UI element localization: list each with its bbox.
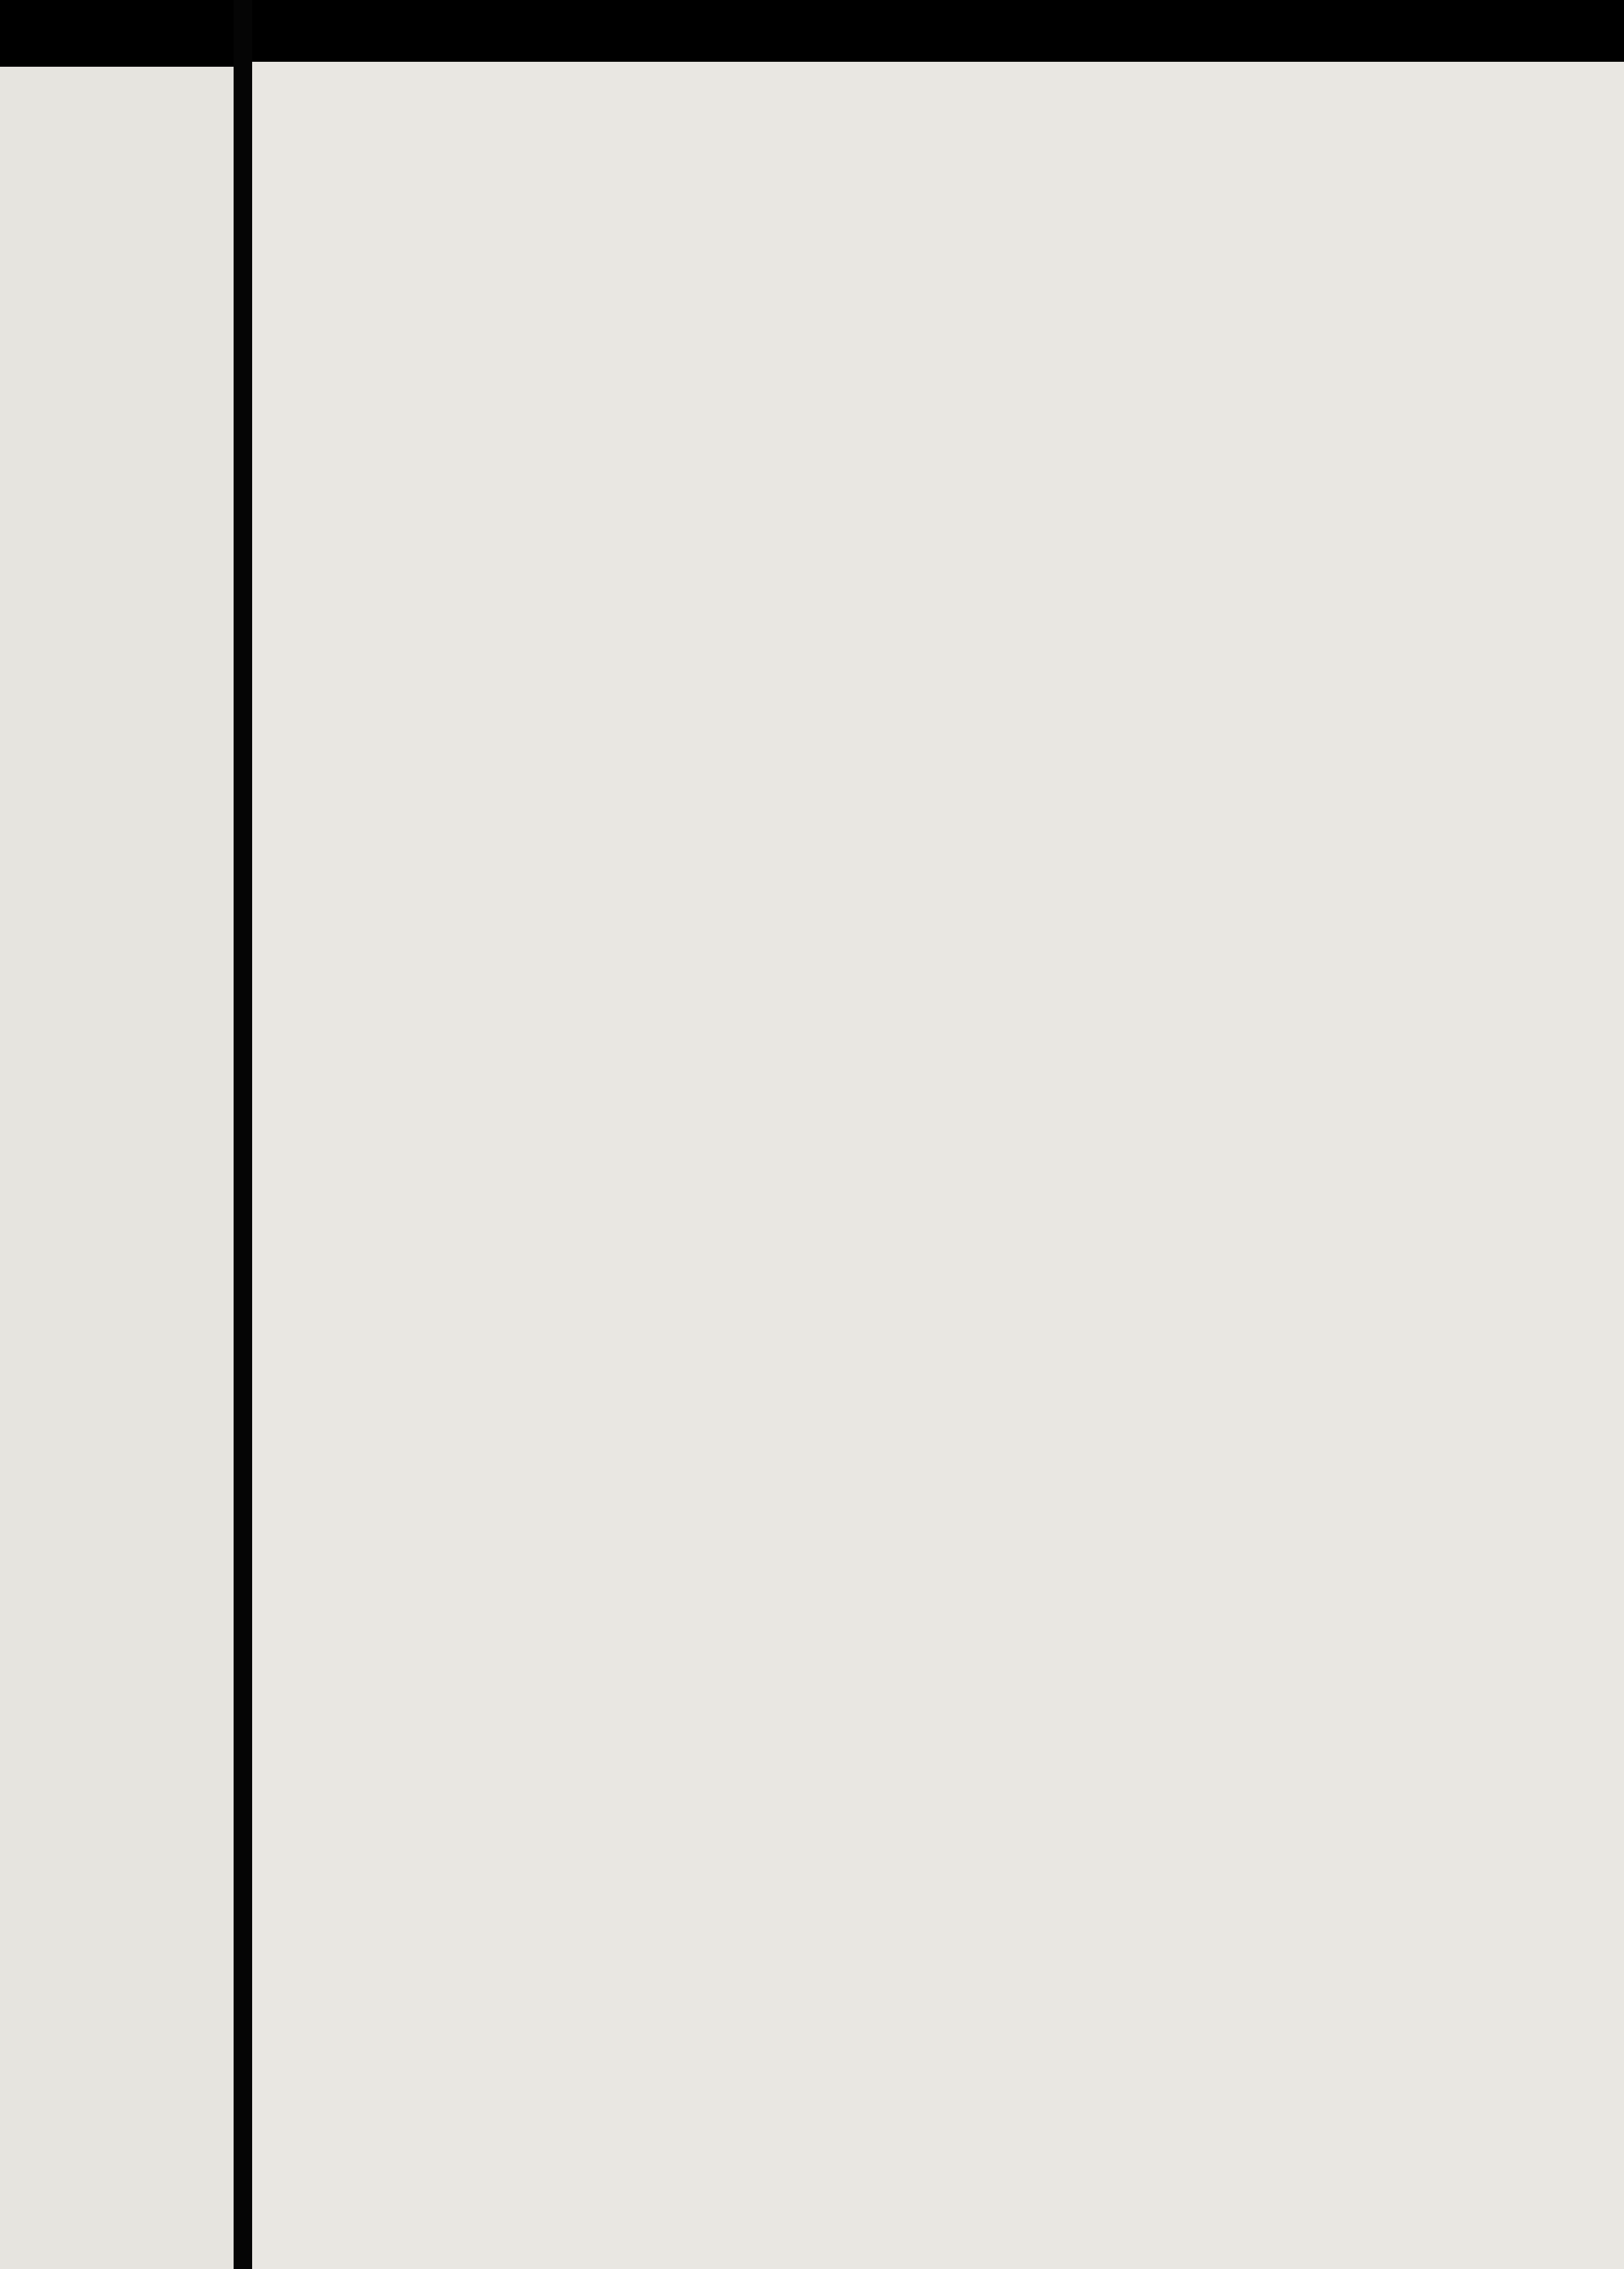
page-gutter bbox=[234, 0, 252, 2269]
left-page-fragment bbox=[0, 67, 234, 2269]
charity-heading bbox=[0, 575, 1624, 607]
salary-heading bbox=[0, 1692, 1624, 1724]
main-page bbox=[252, 62, 1624, 2269]
